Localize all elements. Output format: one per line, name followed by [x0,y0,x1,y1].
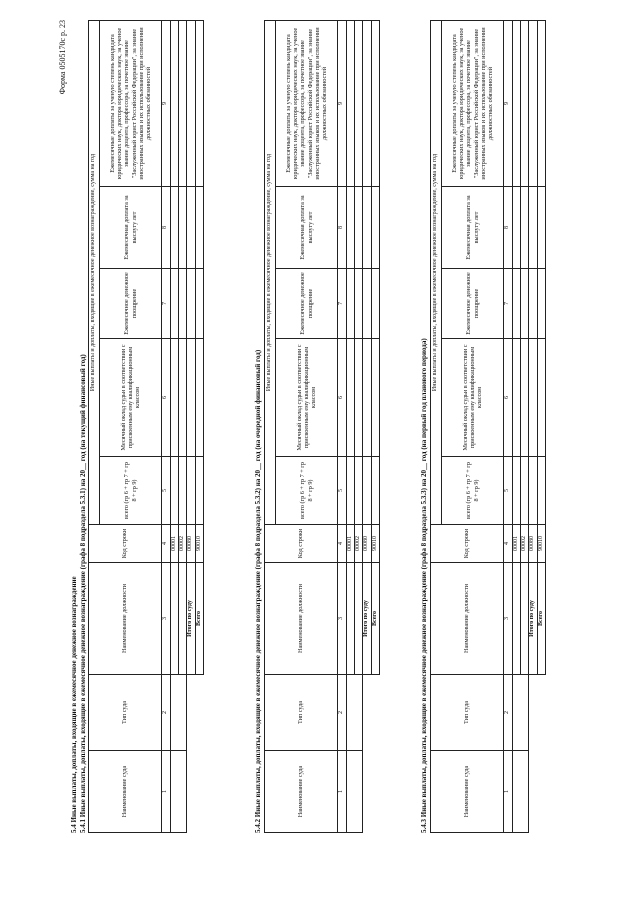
col-num: 7 [338,269,347,339]
col-group-header: Иные выплаты и доплаты, входящие в ежемесячное денежное вознаграждение, сумма на год [431,21,442,525]
col-incentive: Ежемесячное денежное поощрение [100,269,162,339]
col-total: всего (гр 6 + гр 7 + гр 8 + гр 9) [442,457,504,525]
total-court-label: Итого по суду [187,563,195,675]
col-salary: Месячный оклад судьи в соответствии с присвоенным ему квалификационным классом [276,339,338,457]
col-seniority: Ежемесячная доплата за выслугу лет [276,187,338,269]
col-num: 4 [504,525,513,563]
col-num: 8 [162,187,171,269]
col-num: 9 [162,21,171,187]
col-salary: Месячный оклад судьи в соответствии с присвоенным ему квалификационным классом [100,339,162,457]
total-court-code: 00080 [187,525,195,563]
col-court-name: Наименование суда [431,751,504,833]
col-num: 7 [504,269,513,339]
col-num: 3 [504,563,513,675]
col-num: 5 [338,457,347,525]
total-all-label: Всего [371,563,379,675]
col-court-type: Тип суда [265,675,338,751]
table-2 [264,20,380,833]
col-num: 5 [504,457,513,525]
total-court-code: 00080 [529,525,537,563]
col-total: всего (гр 6 + гр 7 + гр 8 + гр 9) [276,457,338,525]
total-court-label: Итого по суду [529,563,537,675]
col-num: 7 [162,269,171,339]
row-code: 00002 [521,525,529,563]
col-row-code: Код строки [265,525,338,563]
col-num: 1 [162,751,171,833]
col-num: 1 [338,751,347,833]
col-degree-bonus: Ежемесячные доплаты за ученую степень кандидата юридических наук, доктора юридических наук, за ученое звание доцента, профессора, за почетное звание "Заслуженный юрист Российской Федерации", за знание иностранных языков и их использование при исполнении должностных обязанностей [442,21,504,187]
table-3-title: 5.4.3 Иные выплаты, доплаты, входящие в ежемесячное денежное вознаграждение (графа 8 подраздела 5.3.3) на 20__ год (на первый год планового периода) [420,338,428,833]
row-code: 00002 [179,525,187,563]
col-court-type: Тип суда [89,675,162,751]
table-2-title: 5.4.2 Иные выплаты, доплаты, входящие в ежемесячное денежное вознаграждение (графа 8 подраздела 5.3.2) на 20__ год (на очередной финансовый год) [254,349,262,833]
row-code: 00001 [347,525,355,563]
total-court-label: Итого по суду [363,563,371,675]
col-court-name: Наименование суда [265,751,338,833]
col-num: 1 [504,751,513,833]
col-total: всего (гр 6 + гр 7 + гр 8 + гр 9) [100,457,162,525]
col-row-code: Код строки [89,525,162,563]
col-num: 2 [338,675,347,751]
col-seniority: Ежемесячная доплата за выслугу лет [442,187,504,269]
col-court-name: Наименование суда [89,751,162,833]
col-degree-bonus: Ежемесячные доплаты за ученую степень кандидата юридических наук, доктора юридических наук, за ученое звание доцента, профессора, за почетное звание "Заслуженный юрист Российской Федерации", за знание иностранных языков и их использование при исполнении должностных обязанностей [276,21,338,187]
form-number: Форма 0505170с р. 23 [58,20,67,95]
col-incentive: Ежемесячное денежное поощрение [442,269,504,339]
total-all-label: Всего [195,563,203,675]
table-1-title: 5.4.1 Иные выплаты, доплаты, входящие в ежемесячное денежное вознаграждение (графа 8 подраздела 5.3.1) на 20__ год (на текущий финансовый год) [79,354,87,833]
row-code: 00001 [171,525,179,563]
col-position: Наименование должности [89,563,162,675]
col-num: 2 [162,675,171,751]
col-salary: Месячный оклад судьи в соответствии с присвоенным ему квалификационным классом [442,339,504,457]
col-position: Наименование должности [265,563,338,675]
col-degree-bonus: Ежемесячные доплаты за ученую степень кандидата юридических наук, доктора юридических наук, за ученое звание доцента, профессора, за почетное звание "Заслуженный юрист Российской Федерации", за знание иностранных языков и их использование при исполнении должностных обязанностей [100,21,162,187]
col-num: 5 [162,457,171,525]
total-all-code: 90010 [537,525,545,563]
col-num: 8 [338,187,347,269]
total-all-label: Всего [537,563,545,675]
section-title: 5.4 Иные выплаты, доплаты, входящие в ежемесячное денежное вознаграждение [70,576,78,833]
col-num: 6 [162,339,171,457]
col-group-header: Иные выплаты и доплаты, входящие в ежемесячное денежное вознаграждение, сумма на год [265,21,276,525]
table-3 [430,20,546,833]
col-num: 3 [162,563,171,675]
table-1 [88,20,204,833]
total-court-code: 00080 [363,525,371,563]
col-num: 6 [504,339,513,457]
row-code: 00002 [355,525,363,563]
col-num: 4 [338,525,347,563]
total-all-code: 90010 [371,525,379,563]
col-num: 4 [162,525,171,563]
col-court-type: Тип суда [431,675,504,751]
col-num: 8 [504,187,513,269]
col-position: Наименование должности [431,563,504,675]
col-group-header: Иные выплаты и доплаты, входящие в ежемесячное денежное вознаграждение, сумма на год [89,21,100,525]
col-num: 9 [338,21,347,187]
col-num: 6 [338,339,347,457]
col-row-code: Код строки [431,525,504,563]
col-num: 3 [338,563,347,675]
total-all-code: 90010 [195,525,203,563]
row-code: 00001 [513,525,521,563]
col-seniority: Ежемесячная доплата за выслугу лет [100,187,162,269]
col-num: 2 [504,675,513,751]
col-num: 9 [504,21,513,187]
col-incentive: Ежемесячное денежное поощрение [276,269,338,339]
